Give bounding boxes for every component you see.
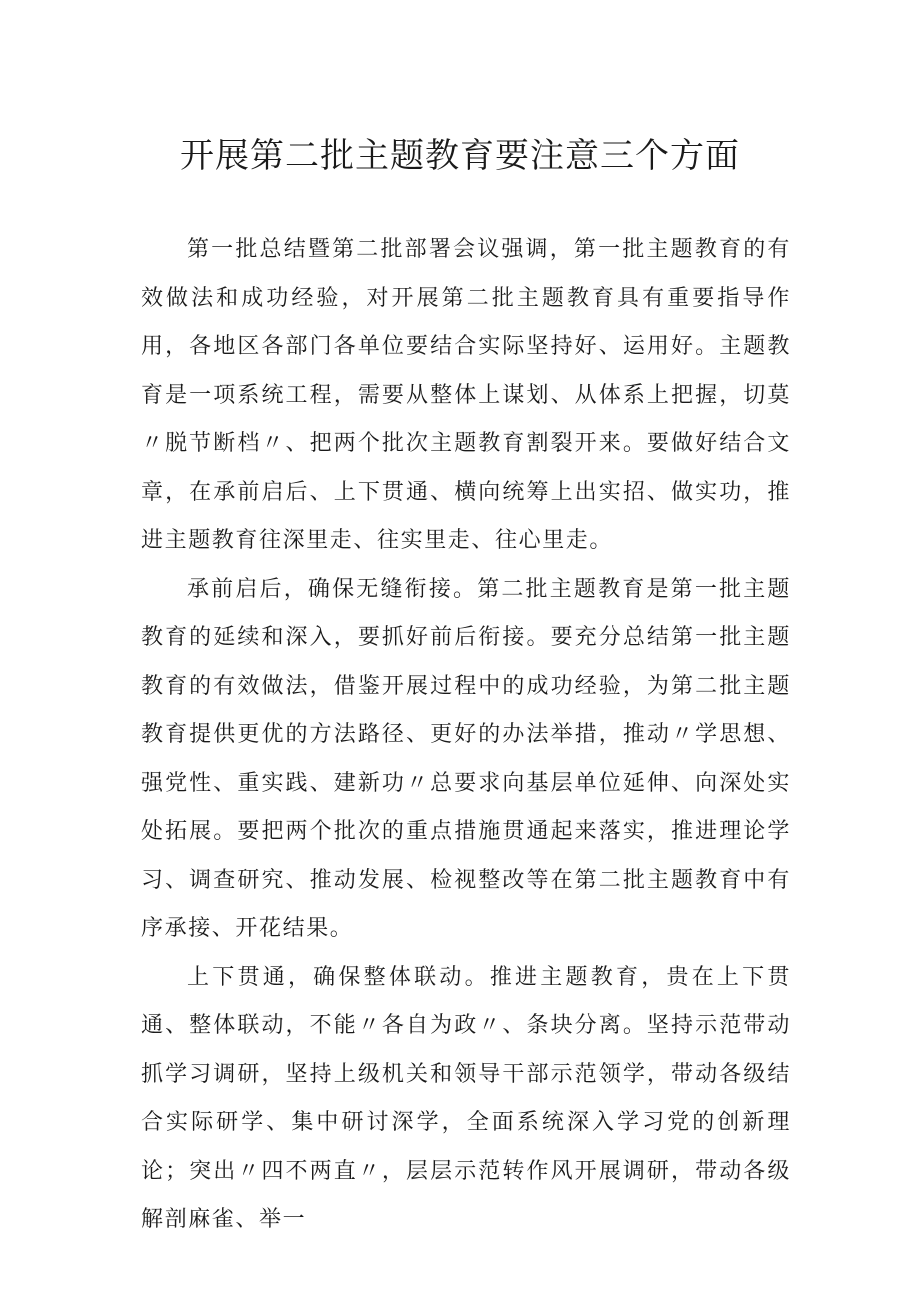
- document-body: [141, 226, 791, 1245]
- document-title: 开展第二批主题教育要注意三个方面: [180, 136, 740, 176]
- paragraph-2: 承前启后，确保无缝衔接。第二批主题教育是第一批主题教育的延续和深入，要抓好前后衔接。要充分总结第一批主题教育的有效做法，借鉴开展过程中的成功经验，为第二批主题教育提供更优的方法路径、更好的办法举措，推动〃学思想、强党性、重实践、建新功〃总要求向基层单位延伸、向深处实处拓展。要把两个批次的重点措施贯通起来落实，推进理论学习、调查研究、推动发展、检视整改等在第二批主题教育中有序承接、开花结果。: [141, 576, 791, 941]
- paragraph-1: 第一批总结暨第二批部署会议强调，第一批主题教育的有效做法和成功经验，对开展第二批主题教育具有重要指导作用，各地区各部门各单位要结合实际坚持好、运用好。主题教育是一项系统工程，需要从整体上谋划、从体系上把握，切莫〃脱节断档〃、把两个批次主题教育割裂开来。要做好结合文章，在承前启后、上下贯通、横向统筹上出实招、做实功，推进主题教育往深里走、往实里走、往心里走。: [141, 237, 791, 553]
- paragraph-3: 上下贯通，确保整体联动。推进主题教育，贵在上下贯通、整体联动，不能〃各自为政〃、条块分离。坚持示范带动抓学习调研，坚持上级机关和领导干部示范领学，带动各级结合实际研学、集中研讨深学，全面系统深入学习党的创新理论；突出〃四不两直〃，层层示范转作风开展调研，带动各级解剖麻雀、举一: [141, 964, 791, 1232]
